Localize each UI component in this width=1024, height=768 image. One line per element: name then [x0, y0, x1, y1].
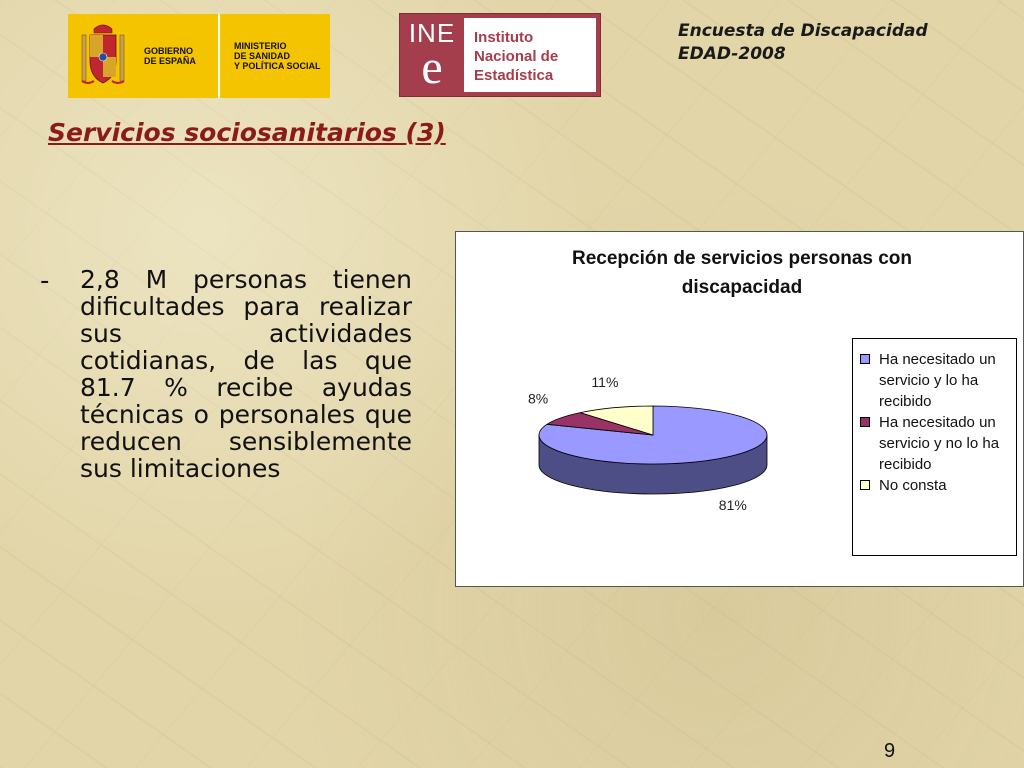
- legend-item: [857, 475, 1016, 496]
- legend-item: [857, 412, 1016, 475]
- gobierno-text: GOBIERNO DE ESPAÑA: [144, 46, 196, 66]
- legend-item: [857, 349, 1016, 412]
- survey-name: Encuesta de Discapacidad: [678, 21, 928, 41]
- slide-title: Servicios sociosanitarios (3): [48, 118, 446, 147]
- legend-swatch: [860, 417, 870, 427]
- bullet-marker: -: [40, 266, 50, 296]
- logo-divider: [218, 14, 220, 98]
- gobierno-logo: [68, 14, 330, 98]
- bullet-text: 2,8 M personas tienen dificultades para realizar sus actividades cotidianas, de las que 81.7 % recibe ayudas técnicas o personales que reducen sensiblemente sus limitaciones: [80, 265, 412, 483]
- chart-title-line1: Recepción de servicios personas con: [571, 248, 913, 269]
- legend-swatch: [860, 354, 870, 364]
- survey-code: EDAD-2008: [678, 44, 786, 64]
- survey-label: [678, 20, 928, 66]
- legend-swatch: [860, 480, 870, 490]
- pie-plot: [456, 232, 846, 584]
- chart-title-line2: discapacidad: [681, 277, 803, 298]
- ine-mark-top: INE: [408, 18, 456, 48]
- legend-label: Ha necesitado un servicio y no lo ha recibido: [879, 414, 1000, 473]
- chart-legend: [852, 338, 1017, 556]
- legend-label: Ha necesitado un servicio y lo ha recibido: [879, 351, 996, 410]
- ministerio-text: MINISTERIO DE SANIDAD Y POLÍTICA SOCIAL: [234, 41, 321, 71]
- ine-logo: [399, 13, 601, 97]
- ine-name: Instituto Nacional de Estadística: [464, 18, 596, 92]
- ine-mark-e: e: [421, 41, 443, 94]
- coat-of-arms-icon: [68, 14, 138, 98]
- page-number: 9: [884, 740, 896, 762]
- pie-data-label: 81%: [718, 496, 747, 513]
- pie-chart: [455, 231, 1024, 587]
- legend-label: No consta: [879, 477, 947, 494]
- pie-data-label: 11%: [591, 373, 619, 390]
- ine-mark-icon: [400, 14, 464, 96]
- pie-data-label: 8%: [528, 390, 549, 407]
